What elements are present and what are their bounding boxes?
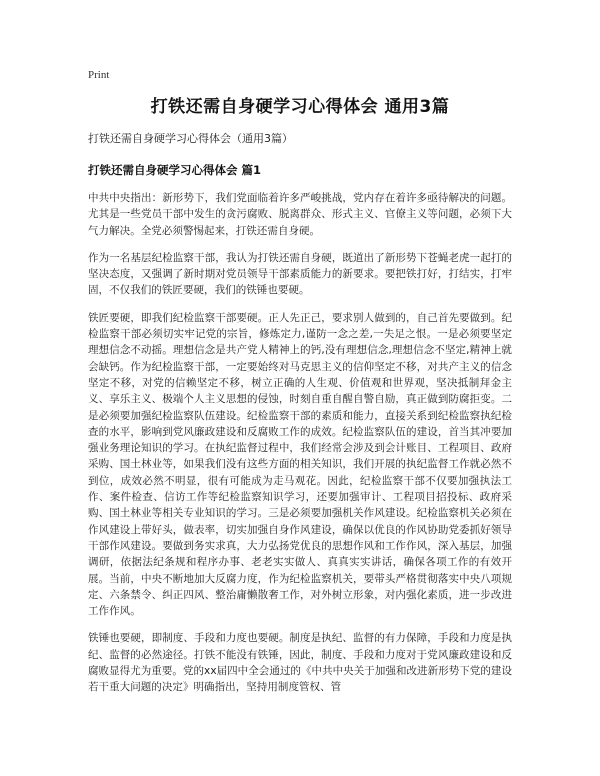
print-label: Print (88, 69, 110, 81)
paragraph: 铁锤也要硬，即制度、手段和力度也要硬。制度是执纪、监督的有力保障，手段和力度是执纪、监督的必然途径。打铁不能没有铁锤，因此，制度、手段和力度对于党风廉政建设和反腐败显得尤为重要。党的xx届四中全会通过的《中共中央关于加强和改进新形势下党的建设若干重大问题的决定》明确指出，坚持用制度管权、管 (88, 632, 512, 694)
document-page (88, 68, 512, 707)
paragraph: 中共中央指出：新形势下，我们党面临着许多严峻挑战，党内存在着许多亟待解决的问题。尤其是一些党员干部中发生的贪污腐败、脱离群众、形式主义、官僚主义等问题，必须下大气力解决。全党必须警惕起来，打铁还需自身硬。 (88, 192, 512, 237)
paragraph: 铁匠要硬，即我们纪检监察干部要硬。正人先正己，要求别人做到的，自己首先要做到。纪检监察干部必须切实牢记党的宗旨，修炼定力,谨防一念之差,一失足之恨。一是必须要坚定理想信念不动摇。理想信念是共产党人精神上的钙,没有理想信念,理想信念不坚定,精神上就会缺钙。作为纪检监察干部，一定要始终对马克思主义的信仰坚定不移，对共产主义的信念坚定不移，对党的信赖坚定不移，树立正确的人生观、价值观和世界观，坚决抵制拜金主义、享乐主义、极端个人主义思想的侵蚀，时刻自重自醒自警自励，真正做到防腐拒变。二是必须要加强纪检监察队伍建设。纪检监察干部的素质和能力，直接关系到纪检监察执纪检查的水平，影响到党风廉政建设和反腐败工作的成效。纪检监察队伍的建设，首当其冲要加强业务理论知识的学习。在执纪监督过程中，我们经常会涉及到会计账目、工程项目、政府采购、国土林业等，如果我们没有这些方面的相关知识，我们开展的执纪监督工作就必然不到位，成效必然不明显，很有可能成为走马观花。因此，纪检监察干部不仅要加强执法工作、案件检查、信访工作等纪检监察知识学习，还要加强审计、工程项目招投标、政府采购、国土林业等相关专业知识的学习。三是必须要加强机关作风建设。纪检监察机关必须在作风建设上带好头，做表率，切实加强自身作风建设，确保以优良的作风协助党委抓好领导干部作风建设。要做到务实求真，大力弘扬党优良的思想作风和工作作风，深入基层，加强调研，依据法纪条规和程序办事、老老实实做人、真真实实讲话，确保各项工作的有效开展。当前，中央不断地加大反腐力度，作为纪检监察机关，要带头严格贯彻落实中央八项规定、六条禁令、纠正四风、整治庸懒散奢工作，对外树立形象，对内强化素质，进一步改进工作作风。 (88, 311, 512, 618)
document-title: 打铁还需自身硬学习心得体会 通用3篇 (150, 97, 450, 117)
document-subtitle: 打铁还需自身硬学习心得体会（通用3篇） (88, 132, 293, 145)
section-title: 打铁还需自身硬学习心得体会 篇1 (88, 163, 262, 177)
paragraph: 作为一名基层纪检监察干部，我认为打铁还需自身硬，既道出了新形势下苍蝇老虎一起打的坚决态度，又强调了新时期对党员领导干部素质能力的新要求。要把铁打好，打结实，打牢固，不仅我们的铁匠要硬，我们的铁锤也要硬。 (88, 251, 512, 297)
